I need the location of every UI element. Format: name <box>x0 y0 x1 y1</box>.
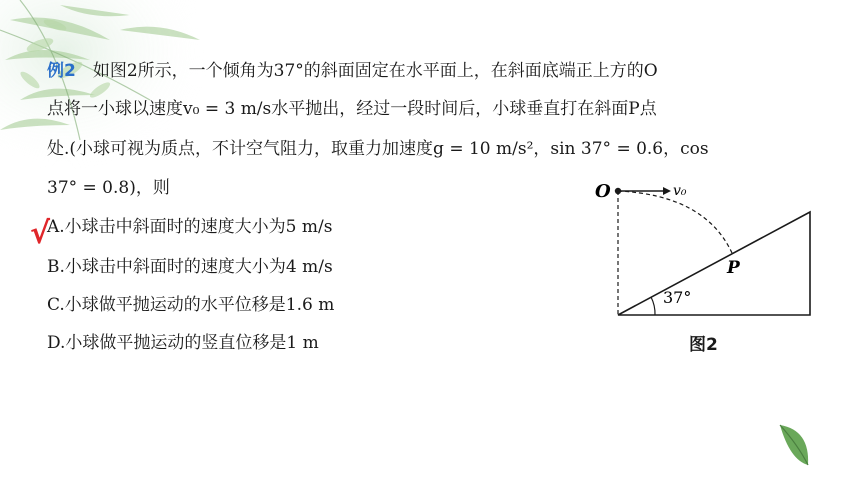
angle-arc <box>651 297 655 315</box>
figure-caption: 图2 <box>689 335 718 355</box>
incline-figure <box>585 175 825 350</box>
question-line-4: 37° = 0.8)，则 <box>47 178 170 198</box>
label-angle: 37° <box>663 288 692 307</box>
example-label: 例2 <box>47 61 76 81</box>
label-o: O <box>595 181 611 202</box>
option-c: C.小球做平抛运动的水平位移是1.6 m <box>47 295 335 315</box>
question-line-3: 处.(小球可视为质点，不计空气阻力，取重力加速度g = 10 m/s²，sin 37° = 0.6，cos <box>47 139 709 159</box>
label-v0: v₀ <box>673 183 687 199</box>
leaf-icon <box>770 420 818 480</box>
option-d: D.小球做平抛运动的竖直位移是1 m <box>47 333 319 353</box>
option-a: A.小球击中斜面时的速度大小为5 m/s <box>47 217 333 237</box>
correct-answer-check-icon: √ <box>30 216 51 251</box>
question-line-1 <box>47 59 658 83</box>
ball-point <box>615 188 621 194</box>
trajectory-curve <box>618 191 732 253</box>
question-line-2: 点将一小球以速度v₀ = 3 m/s水平抛出，经过一段时间后，小球垂直打在斜面P点 <box>47 99 657 119</box>
option-b: B.小球击中斜面时的速度大小为4 m/s <box>47 257 333 277</box>
label-p: P <box>727 258 740 278</box>
question-text-1: 如图2所示，一个倾角为37°的斜面固定在水平面上，在斜面底端正上方的O <box>92 61 658 81</box>
